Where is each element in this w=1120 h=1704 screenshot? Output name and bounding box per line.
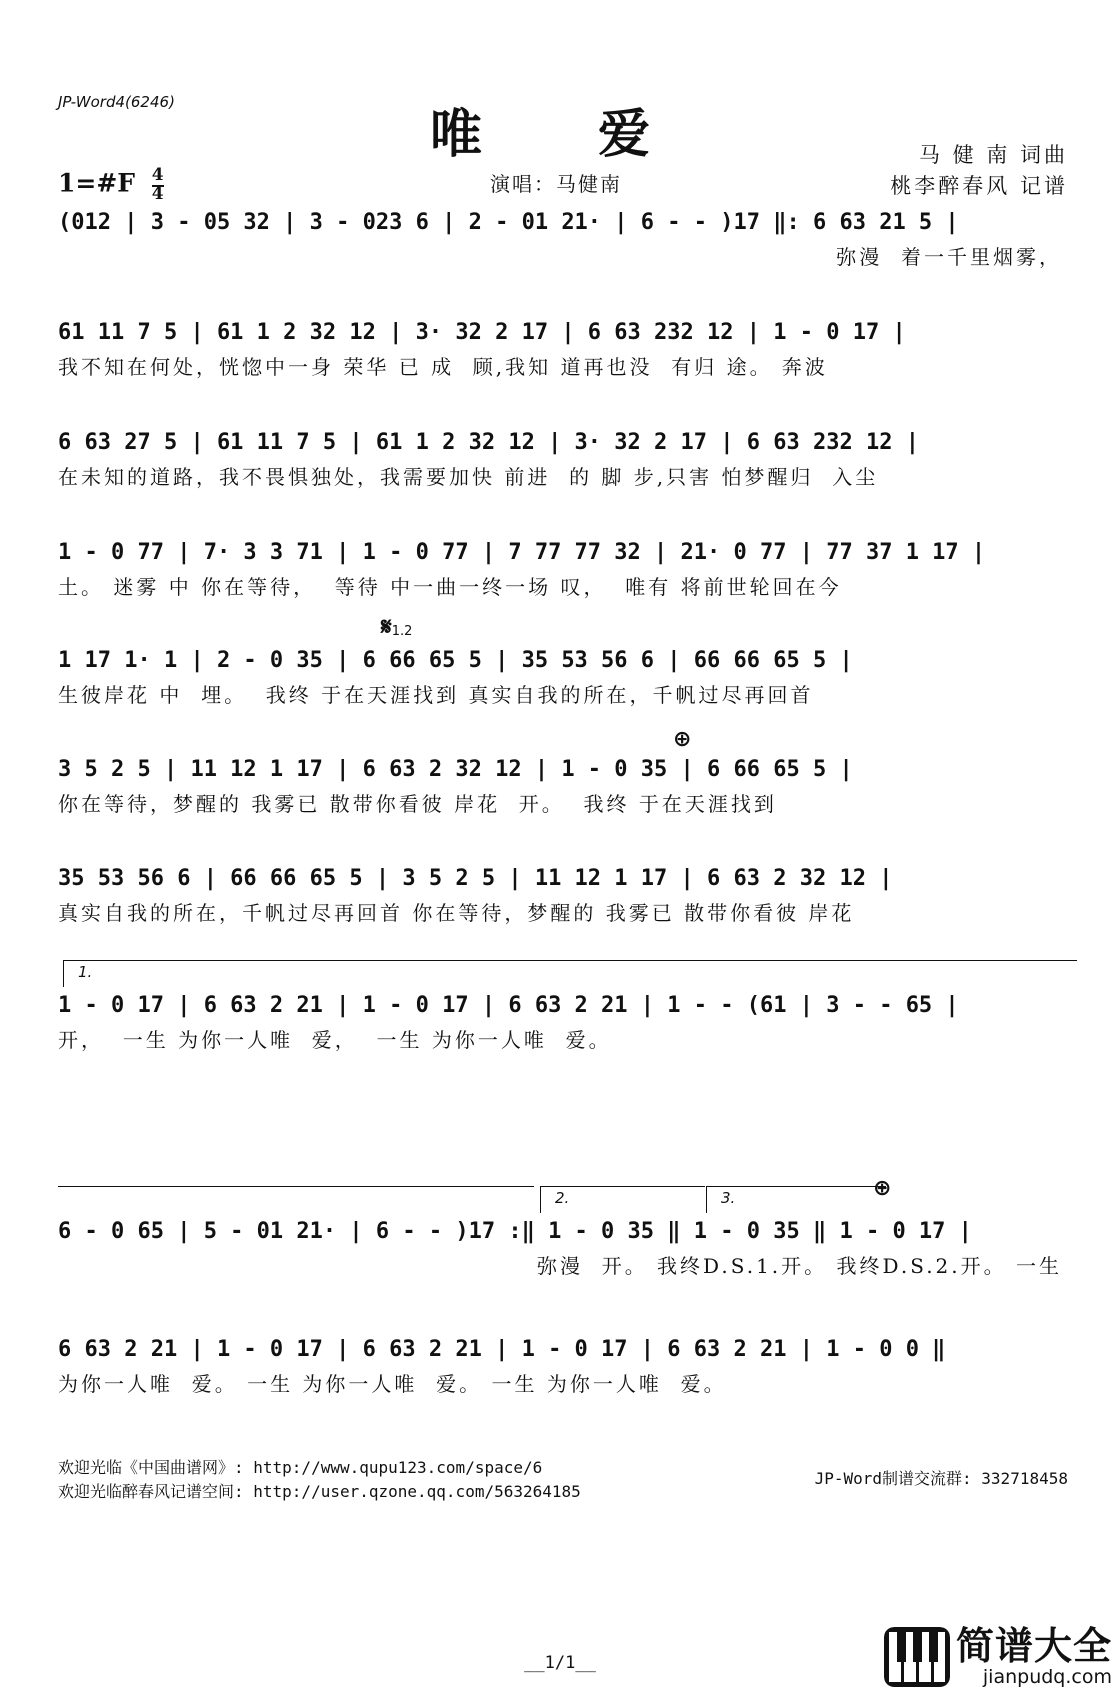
score-system-3: [58, 424, 1062, 492]
song-title: [430, 92, 656, 167]
lyrics-line: 开， 一生 为你一人唯 爱， 一生 为你一人唯 爱。: [58, 1028, 612, 1052]
lyrics-line: 生彼岸花 中 埋。 我终 于在天涯找到 真实自我的所在，千帆过尽再回首: [58, 683, 814, 707]
coda-icon: ⊕: [673, 727, 692, 752]
lyrics-line: 弥漫 着一千里烟雾，: [836, 245, 1062, 269]
lyrics-line: 我不知在何处，恍惚中一身 荣华 已 成 顾,我知 道再也没 有归 途。 奔波: [58, 355, 828, 379]
score-system-9: [58, 1213, 1062, 1281]
score-system-5: [58, 642, 1062, 710]
notes-line: 1 - 0 77 | 7· 3 3 71 | 1 - 0 77 | 7 77 77 32 | 21· 0 77 | 77 37 1 17 |: [58, 540, 986, 565]
lyrics-line: 土。 迷雾 中 你在等待， 等待 中一曲一终一场 叹， 唯有 将前世轮回在今: [58, 575, 842, 599]
score-system-8: [58, 987, 1062, 1055]
time-numerator: 4: [151, 165, 164, 185]
segno-label: 1.2: [391, 624, 413, 639]
time-denominator: 4: [151, 184, 164, 204]
site-logo[interactable]: [884, 1626, 1112, 1688]
lyrics-line: 弥漫 开。 我终D.S.1.开。 我终D.S.2.开。 一生: [536, 1254, 1062, 1278]
volta-1: 1.: [63, 960, 1077, 987]
volta-2: 2.: [540, 1186, 705, 1213]
lyrics-line: 你在等待，梦醒的 我雾已 散带你看彼 岸花 开。 我终 于在天涯找到: [58, 792, 777, 816]
footer-links: [58, 1456, 581, 1504]
logo-url: jianpudq.com: [982, 1666, 1112, 1688]
logo-text: [956, 1626, 1112, 1688]
title-char-2: 爱: [598, 104, 657, 165]
key-label: 1=#F: [58, 168, 136, 198]
lyrics-line: 真实自我的所在，千帆过尽再回首 你在等待，梦醒的 我雾已 散带你看彼 岸花: [58, 901, 855, 925]
notes-line: 3 5 2 5 | 11 12 1 17 | 6 63 2 32 12 | 1 - 0 35 | 6 66 65 5 |: [58, 757, 853, 782]
credits: [890, 140, 1068, 202]
footer-link-1[interactable]: 欢迎光临《中国曲谱网》: http://www.qupu123.com/space/6: [58, 1458, 543, 1477]
notes-line: 1 - 0 17 | 6 63 2 21 | 1 - 0 17 | 6 63 2 21 | 1 - - (61 | 3 - - 65 |: [58, 993, 959, 1018]
footer-link-2[interactable]: 欢迎光临醉春风记谱空间: http://user.qzone.qq.com/563264185: [58, 1482, 581, 1501]
lyrics-line: 在未知的道路，我不畏惧独处，我需要加快 前进 的 脚 步,只害 怕梦醒归 入尘: [58, 465, 879, 489]
page-number: __1/1__: [524, 1653, 596, 1673]
notes-line: 6 63 27 5 | 61 11 7 5 | 61 1 2 32 12 | 3· 32 2 17 | 6 63 232 12 |: [58, 430, 919, 455]
notes-line: 6 - 0 65 | 5 - 01 21· | 6 - - )17 :‖ 1 - 0 35 ‖ 1 - 0 35 ‖ 1 - 0 17 |: [58, 1219, 972, 1244]
score-system-6: [58, 751, 1062, 819]
score-system-10: [58, 1331, 1062, 1399]
key-signature: [58, 165, 164, 204]
segno-icon: 𝄋: [381, 612, 392, 641]
lyricist-composer: 马 健 南 词曲: [918, 143, 1068, 167]
footer-group: JP-Word制谱交流群: 332718458: [814, 1469, 1068, 1488]
lyrics-line: 为你一人唯 爱。 一生 为你一人唯 爱。 一生 为你一人唯 爱。: [58, 1372, 727, 1396]
coda-icon: ⊕: [873, 1176, 892, 1201]
score-system-7: [58, 860, 1062, 928]
notes-line: 35 53 56 6 | 66 66 65 5 | 3 5 2 5 | 11 12 1 17 | 6 63 2 32 12 |: [58, 866, 893, 891]
volta-1-continuation: [58, 1186, 534, 1187]
score-system-1: [58, 204, 1062, 272]
notes-line: 1 17 1· 1 | 2 - 0 35 | 6 66 65 5 | 35 53 56 6 | 66 66 65 5 |: [58, 648, 853, 673]
score-system-2: [58, 314, 1062, 382]
notes-line: 61 11 7 5 | 61 1 2 32 12 | 3· 32 2 17 | 6 63 232 12 | 1 - 0 17 |: [58, 320, 906, 345]
segno-mark: [381, 612, 412, 642]
notes-line: 6 63 2 21 | 1 - 0 17 | 6 63 2 21 | 1 - 0 17 | 6 63 2 21 | 1 - 0 0 ‖: [58, 1337, 946, 1362]
title-char-1: 唯: [430, 104, 489, 165]
time-signature: [151, 165, 164, 204]
logo-name: 简谱大全: [955, 1624, 1112, 1668]
score-system-4: [58, 534, 1062, 602]
volta-3: 3.: [706, 1186, 886, 1213]
notes-line: (012 | 3 - 05 32 | 3 - 023 6 | 2 - 01 21· | 6 - - )17 ‖: 6 63 21 5 |: [58, 210, 959, 235]
performer: 演唱：马健南: [490, 172, 622, 196]
source-label: JP-Word4(6246): [58, 93, 175, 111]
piano-keys-icon: [884, 1627, 950, 1687]
transcriber: 桃李醉春风 记谱: [890, 174, 1068, 198]
